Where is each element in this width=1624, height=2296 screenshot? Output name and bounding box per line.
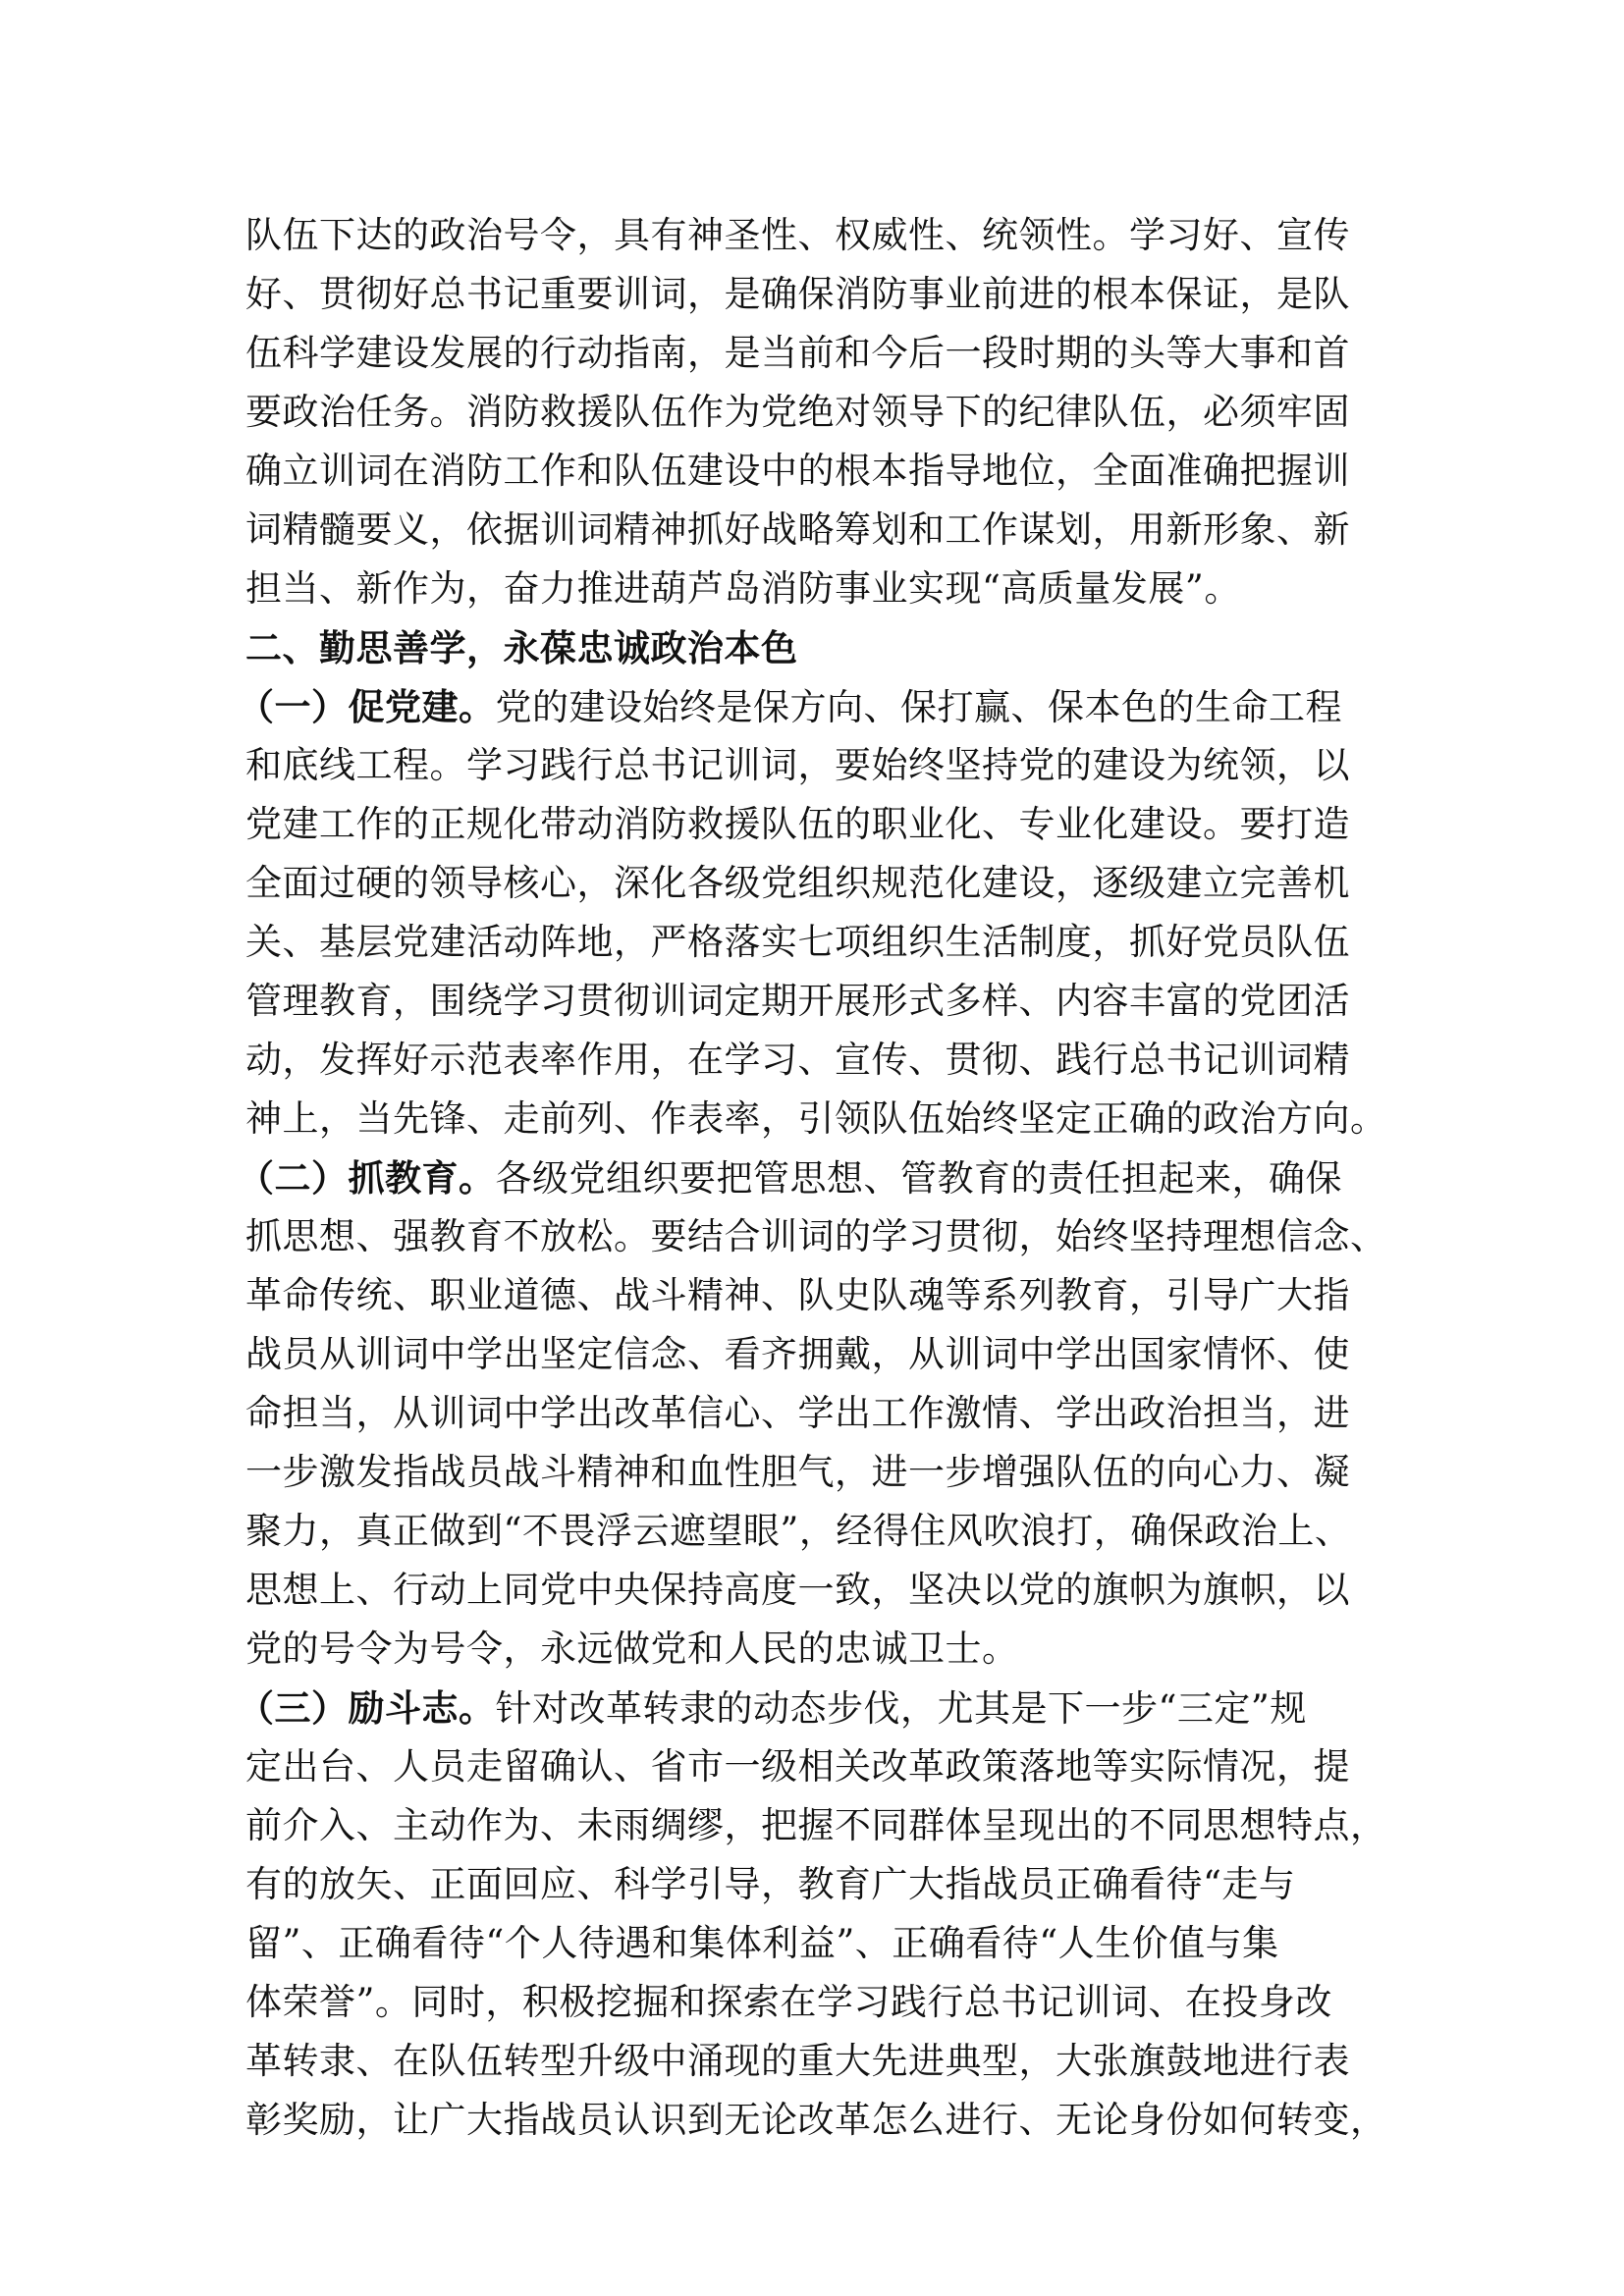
subsection-title: （一）促党建。 <box>238 685 496 728</box>
line-text: 命担当，从训词中学出改革信心、学出工作激情、学出政治担当，进 <box>245 1392 1350 1434</box>
line-text: 好、贯彻好总书记重要训词，是确保消防事业前进的根本保证，是队 <box>245 273 1350 315</box>
text-line <box>245 501 1384 560</box>
document-page <box>238 206 1387 2150</box>
text-line <box>245 2032 1384 2091</box>
line-text: 党建工作的正规化带动消防救援队伍的职业化、专业化建设。要打造 <box>245 803 1350 845</box>
text-line <box>245 913 1384 972</box>
text-line <box>245 1443 1384 1502</box>
text-line <box>245 442 1384 501</box>
text-line <box>245 1502 1384 1561</box>
section-heading <box>245 618 1384 677</box>
text-line <box>245 324 1384 383</box>
line-text: 革转隶、在队伍转型升级中涌现的重大先进典型，大张旗鼓地进行表 <box>245 2040 1350 2082</box>
text-line <box>245 795 1384 854</box>
line-text: 有的放矢、正面回应、科学引导，教育广大指战员正确看待“走与 <box>245 1863 1296 1905</box>
line-text: 和底线工程。学习践行总书记训词，要始终坚持党的建设为统领，以 <box>245 744 1350 786</box>
text-line <box>245 972 1384 1031</box>
line-text: 战员从训词中学出坚定信念、看齐拥戴，从训词中学出国家情怀、使 <box>245 1333 1350 1375</box>
line-text: 神上，当先锋、走前列、作表率，引领队伍始终坚定正确的政治方向。 <box>245 1097 1387 1140</box>
line-text: 思想上、行动上同党中央保持高度一致，坚决以党的旗帜为旗帜，以 <box>245 1569 1350 1611</box>
line-text: 体荣誉”。同时，积极挖掘和探索在学习践行总书记训词、在投身改 <box>245 1981 1332 2023</box>
text-line <box>245 854 1384 913</box>
line-text: 留”、正确看待“个人待遇和集体利益”、正确看待“人生价值与集 <box>245 1922 1279 1964</box>
text-line <box>245 1855 1384 1914</box>
text-line <box>245 2091 1387 2150</box>
line-text: 要政治任务。消防救援队伍作为党绝对领导下的纪律队伍，必须牢固 <box>245 391 1350 433</box>
paragraph-first-line <box>238 1148 1384 1207</box>
line-text: 动，发挥好示范表率作用，在学习、宣传、贯彻、践行总书记训词精 <box>245 1039 1350 1081</box>
text-line <box>245 206 1384 265</box>
line-text: 彰奖励，让广大指战员认识到无论改革怎么进行、无论身份如何转变， <box>245 2099 1387 2141</box>
text-line <box>245 1561 1384 1620</box>
text-line <box>245 1266 1384 1325</box>
text-line <box>245 1620 1384 1679</box>
line-text: 全面过硬的领导核心，深化各级党组织规范化建设，逐级建立完善机 <box>245 862 1350 904</box>
text-line <box>245 736 1384 795</box>
line-text: 聚力，真正做到“不畏浮云遮望眼”，经得住风吹浪打，确保政治上、 <box>245 1510 1352 1552</box>
line-text: 针对改革转隶的动态步伐，尤其是下一步“三定”规 <box>495 1687 1307 1730</box>
line-text: 前介入、主动作为、未雨绸缪，把握不同群体呈现出的不同思想特点， <box>245 1804 1387 1846</box>
line-text: 关、基层党建活动阵地，严格落实七项组织生活制度，抓好党员队伍 <box>245 921 1350 963</box>
text-line <box>245 1914 1384 1973</box>
text-line <box>245 1973 1384 2032</box>
line-text: 管理教育，围绕学习贯彻训词定期开展形式多样、内容丰富的党团活 <box>245 980 1350 1022</box>
line-text: 担当、新作为，奋力推进葫芦岛消防事业实现“高质量发展”。 <box>245 567 1241 610</box>
section-heading-text: 二、勤思善学，永葆忠诚政治本色 <box>245 626 798 669</box>
line-text: 抓思想、强教育不放松。要结合训词的学习贯彻，始终坚持理想信念、 <box>245 1215 1387 1257</box>
line-text: 词精髓要义，依据训词精神抓好战略筹划和工作谋划，用新形象、新 <box>245 508 1350 551</box>
text-line <box>245 1325 1384 1384</box>
paragraph-first-line <box>238 1679 1384 1737</box>
line-text: 定出台、人员走留确认、省市一级相关改革政策落地等实际情况，提 <box>245 1745 1350 1788</box>
text-line <box>245 1796 1387 1855</box>
line-text: 党的号令为号令，永远做党和人民的忠诚卫士。 <box>245 1628 1019 1670</box>
line-text: 确立训词在消防工作和队伍建设中的根本指导地位，全面准确把握训 <box>245 450 1350 492</box>
text-line <box>245 560 1384 618</box>
subsection-title: （二）抓教育。 <box>238 1156 496 1200</box>
text-line <box>245 1384 1384 1443</box>
line-text: 伍科学建设发展的行动指南，是当前和今后一段时期的头等大事和首 <box>245 332 1350 374</box>
paragraph-first-line <box>238 677 1384 736</box>
text-line <box>245 383 1384 442</box>
line-text: 党的建设始终是保方向、保打赢、保本色的生命工程 <box>495 686 1342 728</box>
subsection-title: （三）励斗志。 <box>238 1686 496 1730</box>
line-text: 队伍下达的政治号令，具有神圣性、权威性、统领性。学习好、宣传 <box>245 214 1350 256</box>
text-line <box>245 1737 1384 1796</box>
text-line <box>245 1031 1384 1090</box>
text-line <box>245 1207 1387 1266</box>
text-line <box>245 265 1384 324</box>
line-text: 革命传统、职业道德、战斗精神、队史队魂等系列教育，引导广大指 <box>245 1274 1350 1316</box>
text-line <box>245 1090 1387 1148</box>
line-text: 一步激发指战员战斗精神和血性胆气，进一步增强队伍的向心力、凝 <box>245 1451 1350 1493</box>
line-text: 各级党组织要把管思想、管教育的责任担起来，确保 <box>495 1157 1342 1200</box>
